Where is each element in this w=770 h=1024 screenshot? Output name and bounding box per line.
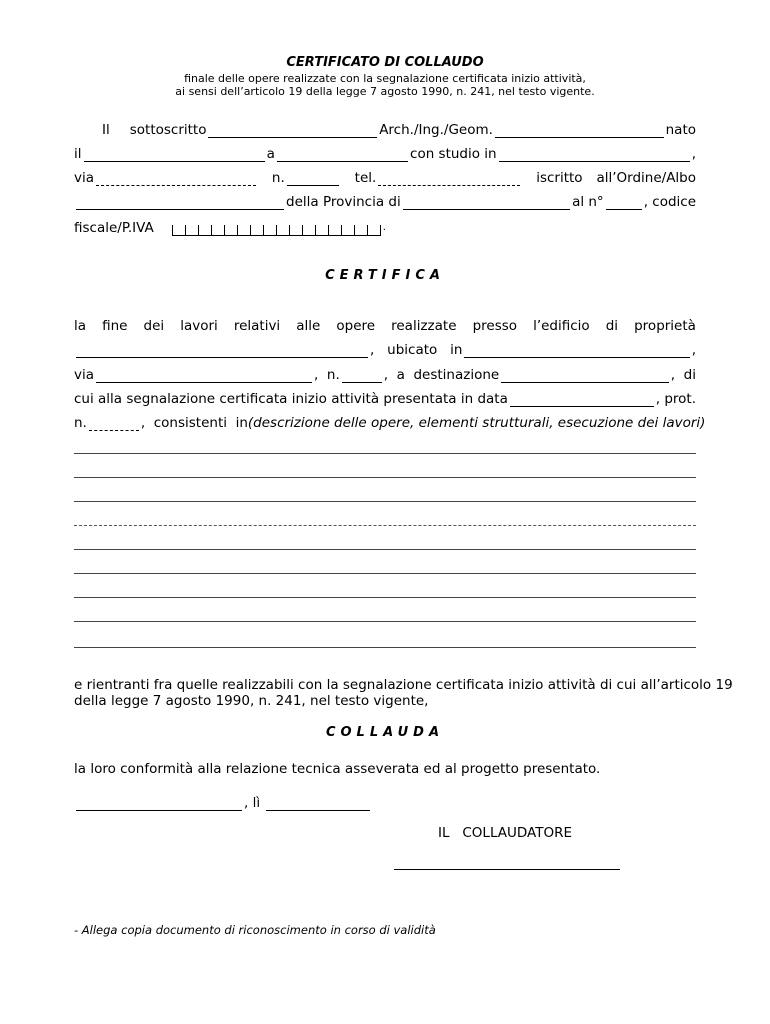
label-via: via (74, 170, 95, 186)
label-n: n. (271, 170, 285, 186)
subscriber-name-field[interactable] (208, 125, 377, 138)
phone-field[interactable] (378, 173, 520, 186)
subscriber-title-field[interactable] (495, 125, 664, 138)
scia-date-field[interactable] (510, 394, 654, 407)
certifica-line-2 (74, 342, 696, 358)
label-scia-data: cui alla segnalazione certificata inizio attività presentata in data (74, 391, 508, 407)
label-al-n: al n° (572, 194, 604, 210)
footer-note: - Allega copia documento di riconoscimento in corso di validità (74, 923, 436, 937)
document-title: CERTIFICATO DI COLLAUDO (286, 55, 484, 70)
tax-code-box[interactable] (185, 225, 198, 236)
date-field[interactable] (266, 798, 370, 811)
studio-city-field[interactable] (499, 149, 690, 162)
tax-code-box[interactable] (341, 225, 354, 236)
place-date-line (74, 795, 696, 811)
subscriber-line-5: fiscale/P.IVA . (74, 220, 386, 236)
label-sottoscritto: sottoscritto (129, 122, 207, 138)
subscriber-line-4 (74, 194, 696, 210)
label-il-2: il (74, 146, 82, 162)
description-line-5[interactable] (74, 549, 696, 550)
label-il: Il (102, 122, 110, 138)
tax-code-box[interactable] (237, 225, 250, 236)
description-line-8[interactable] (74, 621, 696, 622)
tax-code-box[interactable] (224, 225, 237, 236)
label-ordine: all’Ordine/Albo (596, 170, 697, 186)
certifica-word: lavori (180, 318, 218, 334)
destination-field[interactable] (501, 370, 669, 383)
certifica-word: proprietà (634, 318, 696, 334)
description-line-4[interactable] (74, 525, 696, 526)
certifica-word: dei (143, 318, 165, 334)
label-prot: , prot. (655, 391, 696, 407)
certifica-line-4 (74, 391, 696, 407)
tax-code-box[interactable] (354, 225, 367, 236)
certifica-line-5 (74, 415, 706, 431)
certifica-word: presso (472, 318, 518, 334)
label-tel: tel. (354, 170, 377, 186)
rientranti-line-1: e rientranti fra quelle realizzabili con la segnalazione certificata inizio attività di cui all’articolo 19 (74, 677, 733, 693)
signature-field[interactable] (394, 869, 620, 870)
subtitle-line-1: finale delle opere realizzate con la segnalazione certificata inizio attività, (184, 72, 586, 85)
building-city-field[interactable] (464, 345, 689, 358)
certifica-word: fine (102, 318, 128, 334)
label-destinazione: , a destinazione (383, 367, 500, 383)
studio-street-field[interactable] (96, 173, 256, 186)
place-field[interactable] (76, 798, 242, 811)
certifica-word: di (605, 318, 619, 334)
tax-code-box[interactable] (198, 225, 211, 236)
certifica-word: opere (336, 318, 376, 334)
certifica-line-3 (74, 367, 696, 383)
description-line-1[interactable] (74, 453, 696, 454)
registration-number-field[interactable] (606, 197, 642, 210)
tax-code-boxes[interactable] (172, 225, 381, 236)
label-codice: , codice (643, 194, 696, 210)
order-field[interactable] (76, 197, 284, 210)
subtitle-line-2: ai sensi dell’articolo 19 della legge 7 agosto 1990, n. 241, nel testo vigente. (175, 85, 595, 98)
subscriber-line-1 (74, 122, 696, 138)
label-n2: n. (74, 415, 87, 431)
certifica-word: relativi (233, 318, 281, 334)
label-li: , lì (244, 795, 261, 811)
label-title: Arch./Ing./Geom. (379, 122, 493, 138)
label-ubicato: , ubicato in (370, 342, 463, 358)
building-number-field[interactable] (342, 370, 382, 383)
tax-code-box[interactable] (172, 225, 185, 236)
tax-code-box[interactable] (302, 225, 315, 236)
label-descrizione: (descrizione delle opere, elementi strutturali, esecuzione dei lavori) (247, 415, 706, 431)
label-via: via (74, 367, 95, 383)
description-line-3[interactable] (74, 501, 696, 502)
label-nato: nato (665, 122, 697, 138)
tax-code-box[interactable] (250, 225, 263, 236)
description-line-7[interactable] (74, 597, 696, 598)
tax-code-box[interactable] (276, 225, 289, 236)
certifica-word: l’edificio (533, 318, 590, 334)
label-n: , n. (314, 367, 340, 383)
label-a: a (266, 146, 275, 162)
building-street-field[interactable] (96, 370, 312, 383)
label-con-studio: con studio in (410, 146, 497, 162)
tax-code-box[interactable] (328, 225, 341, 236)
certifica-word: realizzate (391, 318, 457, 334)
label-provincia: della Provincia di (286, 194, 401, 210)
tax-code-box[interactable] (211, 225, 224, 236)
collauda-heading: COLLAUDA (325, 725, 445, 740)
province-field[interactable] (403, 197, 570, 210)
certifica-word: la (74, 318, 87, 334)
tax-code-box[interactable] (367, 225, 381, 236)
subscriber-line-3 (74, 170, 696, 186)
description-line-6[interactable] (74, 573, 696, 574)
collauda-text: la loro conformità alla relazione tecnica asseverata ed al progetto presentato. (74, 761, 601, 777)
tax-code-box[interactable] (263, 225, 276, 236)
studio-number-field[interactable] (287, 173, 339, 186)
rientranti-line-2: della legge 7 agosto 1990, n. 241, nel testo vigente, (74, 693, 429, 709)
description-line-9[interactable] (74, 647, 696, 648)
label-di: , di (670, 367, 696, 383)
description-line-2[interactable] (74, 477, 696, 478)
birth-date-field[interactable] (84, 149, 265, 162)
comma: , (691, 146, 697, 162)
birth-place-field[interactable] (277, 149, 408, 162)
protocol-number-field[interactable] (89, 418, 139, 431)
certifica-line-1 (74, 318, 696, 334)
comma: , (691, 342, 696, 358)
certifica-heading: CERTIFICA (325, 268, 445, 283)
certifica-word: alle (296, 318, 321, 334)
subscriber-line-2 (74, 146, 696, 162)
owner-field[interactable] (76, 345, 368, 358)
label-fiscale: fiscale/P.IVA (74, 220, 154, 236)
tax-code-box[interactable] (289, 225, 302, 236)
label-consistenti: , consistenti in (140, 415, 248, 431)
signer-label: IL COLLAUDATORE (438, 825, 573, 841)
label-iscritto: iscritto (536, 170, 583, 186)
tax-code-box[interactable] (315, 225, 328, 236)
